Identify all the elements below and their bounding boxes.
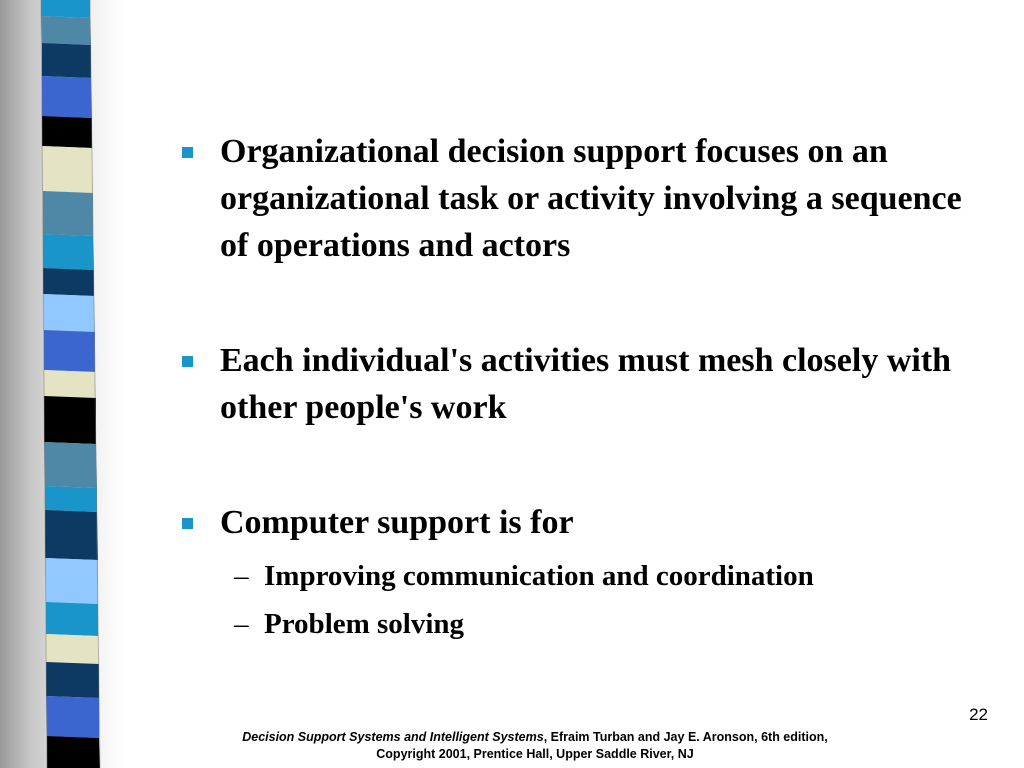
square-bullet-icon bbox=[182, 518, 193, 529]
footer-line-1 bbox=[150, 729, 920, 746]
footer-authors-edition: , Efraim Turban and Jay E. Aronson, 6th edition, bbox=[543, 730, 828, 744]
sub-bullet-text: Improving communication and coordination bbox=[264, 560, 814, 592]
footer-citation bbox=[150, 729, 920, 763]
sub-bullet-text: Problem solving bbox=[264, 608, 465, 640]
dash-bullet-icon: – bbox=[234, 560, 249, 592]
square-bullet-icon bbox=[182, 356, 193, 367]
bullet-text: Organizational decision support focuses on an organizational task or activity involving a sequence of operations and actors bbox=[220, 133, 962, 264]
bullet-text: Each individual's activities must mesh closely with other people's work bbox=[220, 342, 952, 426]
dash-bullet-icon: – bbox=[234, 608, 249, 640]
bullet-text: Computer support is for bbox=[220, 504, 574, 541]
square-bullet-icon bbox=[182, 147, 193, 158]
footer-line-2: Copyright 2001, Prentice Hall, Upper Saddle River, NJ bbox=[376, 747, 694, 761]
page-number: 22 bbox=[969, 705, 988, 724]
footer-book-title: Decision Support Systems and Intelligent Systems bbox=[242, 730, 544, 744]
